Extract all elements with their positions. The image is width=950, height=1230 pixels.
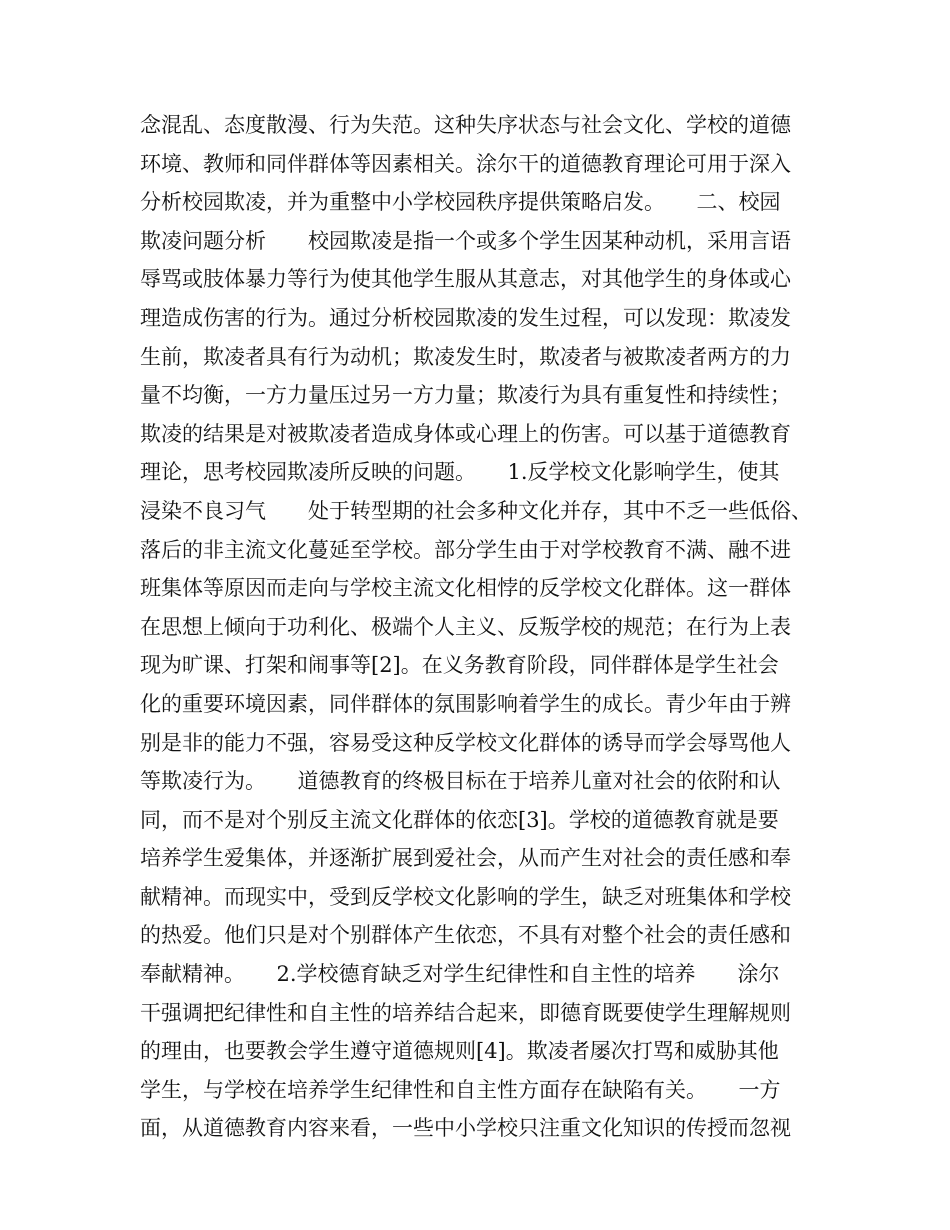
- text-line: 奉献精神。 2.学校德育缺乏对学生纪律性和自主性的培养 涂尔: [140, 962, 780, 987]
- text-line: 浸染不良习气 处于转型期的社会多种文化并存，其中不乏一些低俗、: [140, 498, 812, 523]
- text-line: 面，从道德教育内容来看，一些中小学校只注重文化知识的传授而忽视: [140, 1116, 791, 1141]
- text-line: 理论，思考校园欺凌所反映的问题。 1.反学校文化影响学生，使其: [140, 460, 780, 485]
- text-line: 班集体等原因而走向与学校主流文化相悖的反学校文化群体。这一群体: [140, 576, 791, 601]
- body-text: [140, 106, 820, 1148]
- text-line: 念混乱、态度散漫、行为失范。这种失序状态与社会文化、学校的道德: [140, 113, 791, 137]
- text-line: 培养学生爱集体，并逐渐扩展到爱社会，从而产生对社会的责任感和奉: [140, 846, 791, 871]
- text-line: 生前，欺凌者具有行为动机；欺凌发生时，欺凌者与被欺凌者两方的力: [140, 344, 791, 369]
- text-line: 学生，与学校在培养学生纪律性和自主性方面存在缺陷有关。 一方: [140, 1077, 781, 1102]
- text-line: 现为旷课、打架和闹事等[2]。在义务教育阶段，同伴群体是学生社会: [140, 653, 779, 678]
- text-line: 化的重要环境因素，同伴群体的氛围影响着学生的成长。青少年由于辨: [140, 691, 791, 716]
- text-line: 落后的非主流文化蔓延至学校。部分学生由于对学校教育不满、融不进: [140, 537, 791, 562]
- text-line: 别是非的能力不强，容易受这种反学校文化群体的诱导而学会辱骂他人: [140, 730, 791, 755]
- text-line: 分析校园欺凌，并为重整中小学校园秩序提供策略启发。 二、校园: [140, 190, 781, 215]
- text-line: 辱骂或肢体暴力等行为使其他学生服从其意志，对其他学生的身体或心: [140, 267, 791, 292]
- text-line: 理造成伤害的行为。通过分析校园欺凌的发生过程，可以发现：欺凌发: [140, 305, 791, 330]
- text-line: 干强调把纪律性和自主性的培养结合起来，即德育既要使学生理解规则: [140, 1000, 791, 1025]
- text-line: 献精神。而现实中，受到反学校文化影响的学生，缺乏对班集体和学校: [140, 884, 791, 909]
- text-line: 的理由，也要教会学生遵守道德规则[4]。欺凌者屡次打骂和威胁其他: [140, 1039, 779, 1064]
- text-line: 欺凌的结果是对被欺凌者造成身体或心理上的伤害。可以基于道德教育: [140, 421, 791, 446]
- text-line: 同，而不是对个别反主流文化群体的依恋[3]。学校的道德教育就是要: [140, 807, 779, 832]
- text-line: 在思想上倾向于功利化、极端个人主义、反叛学校的规范；在行为上表: [140, 614, 791, 639]
- text-line: 的热爱。他们只是对个别群体产生依恋，不具有对整个社会的责任感和: [140, 923, 791, 948]
- text-line: 环境、教师和同伴群体等因素相关。涂尔干的道德教育理论可用于深入: [140, 151, 791, 176]
- text-line: 量不均衡，一方力量压过另一方力量；欺凌行为具有重复性和持续性；: [140, 383, 791, 408]
- text-line: 欺凌问题分析 校园欺凌是指一个或多个学生因某种动机，采用言语: [140, 228, 791, 253]
- text-line: 等欺凌行为。 道德教育的终极目标在于培养儿童对社会的依附和认: [140, 769, 781, 794]
